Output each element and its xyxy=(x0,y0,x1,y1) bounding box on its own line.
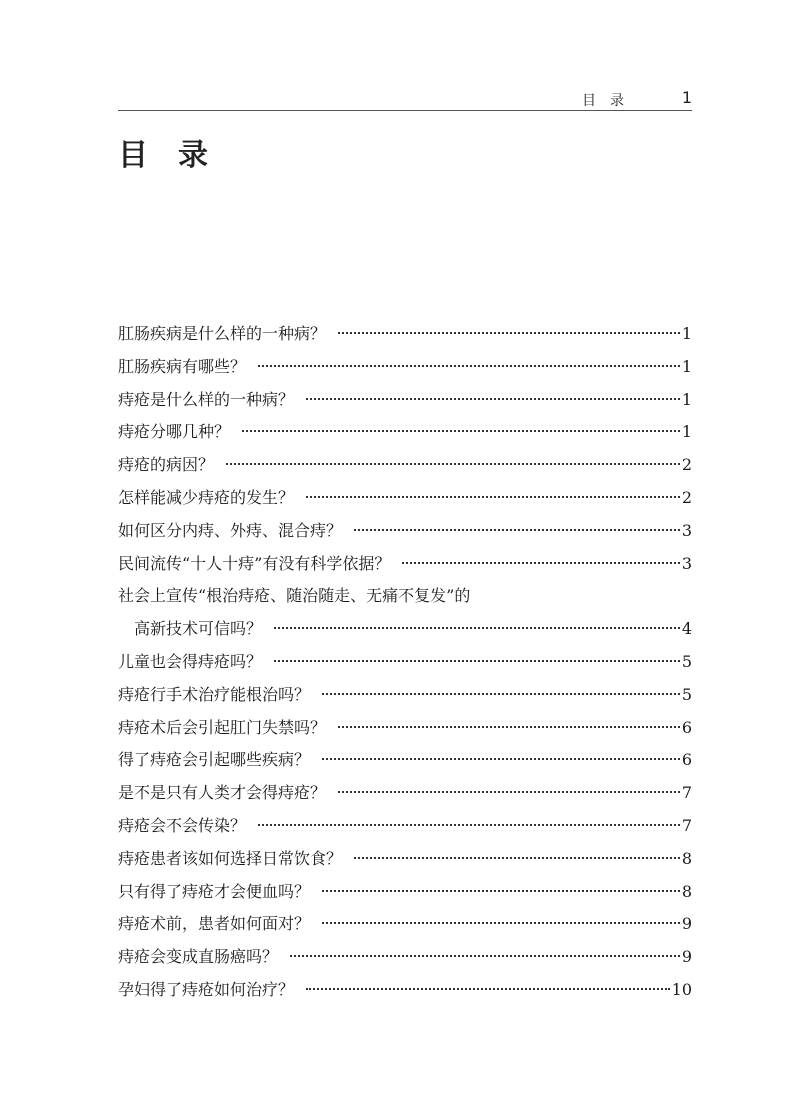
toc-entry[interactable] xyxy=(118,548,692,581)
toc-entry-page: 10 xyxy=(671,979,692,999)
toc-entry[interactable] xyxy=(118,908,692,941)
toc-entry-title: 民间流传“十人十痔”有没有科学依据？ xyxy=(118,553,391,573)
toc-entry-page: 8 xyxy=(681,881,692,901)
toc-entry[interactable] xyxy=(118,974,692,1007)
toc-entry-page: 7 xyxy=(681,815,692,835)
toc-entry-title: 只有得了痔疮才会便血吗？ xyxy=(118,881,311,901)
table-of-contents xyxy=(118,318,692,1007)
toc-leader-dots xyxy=(274,627,680,629)
toc-entry[interactable] xyxy=(118,679,692,712)
toc-entry-page: 3 xyxy=(681,520,692,540)
running-header xyxy=(118,88,692,111)
toc-entry-title: 痔疮会变成直肠癌吗？ xyxy=(118,947,279,967)
toc-entry[interactable] xyxy=(118,449,692,482)
toc-entry-title: 儿童也会得痔疮吗？ xyxy=(118,651,263,671)
toc-entry-page: 4 xyxy=(681,619,692,639)
toc-entry[interactable] xyxy=(118,744,692,777)
running-header-page-number: 1 xyxy=(681,88,692,107)
toc-entry-title: 痔疮患者该如何选择日常饮食？ xyxy=(118,848,343,868)
toc-entry-title: 肛肠疾病是什么样的一种病？ xyxy=(118,324,327,343)
page-title: 目录 xyxy=(118,138,238,173)
toc-entry[interactable] xyxy=(118,843,692,876)
toc-leader-dots xyxy=(274,660,680,662)
toc-entry[interactable] xyxy=(118,351,692,384)
toc-leader-dots xyxy=(226,463,680,465)
toc-entry[interactable] xyxy=(118,318,692,351)
toc-entry-title: 痔疮行手术治疗能根治吗？ xyxy=(118,684,311,704)
toc-entry-title: 痔疮的病因？ xyxy=(118,455,215,475)
toc-leader-dots xyxy=(306,988,670,990)
toc-entry-page: 7 xyxy=(681,783,692,803)
toc-leader-dots xyxy=(258,824,680,826)
toc-entry-page: 9 xyxy=(681,914,692,934)
toc-entry[interactable] xyxy=(118,613,692,646)
toc-leader-dots xyxy=(258,365,680,367)
toc-leader-dots xyxy=(306,398,680,400)
toc-leader-dots xyxy=(402,562,679,564)
toc-entry[interactable] xyxy=(118,777,692,810)
toc-entry-page: 3 xyxy=(681,553,692,573)
toc-entry-title: 高新技术可信吗？ xyxy=(134,619,263,639)
toc-entry-title: 痔疮分哪几种？ xyxy=(118,422,231,442)
toc-leader-dots xyxy=(354,857,680,859)
toc-leader-dots xyxy=(338,726,680,728)
toc-entry-title: 是不是只有人类才会得痔疮？ xyxy=(118,783,327,803)
toc-entry-title: 痔疮是什么样的一种病？ xyxy=(118,389,295,409)
toc-entry-title: 痔疮术后会引起肛门失禁吗？ xyxy=(118,717,327,737)
toc-leader-dots xyxy=(242,430,680,432)
toc-entry-page: 1 xyxy=(681,389,692,409)
toc-entry-page: 2 xyxy=(681,455,692,475)
toc-leader-dots xyxy=(322,922,680,924)
toc-entry-title: 痔疮术前，患者如何面对？ xyxy=(118,914,311,934)
toc-entry[interactable] xyxy=(118,515,692,548)
toc-entry-title: 痔疮会不会传染？ xyxy=(118,815,247,835)
toc-entry[interactable] xyxy=(118,810,692,843)
toc-leader-dots xyxy=(338,791,680,793)
toc-leader-dots xyxy=(306,496,680,498)
toc-entry[interactable] xyxy=(118,384,692,417)
toc-leader-dots xyxy=(322,890,680,892)
toc-entry[interactable] xyxy=(118,580,692,613)
toc-entry[interactable] xyxy=(118,712,692,745)
toc-leader-dots xyxy=(338,332,680,334)
toc-entry-page: 1 xyxy=(681,422,692,442)
toc-leader-dots xyxy=(322,693,680,695)
toc-leader-dots xyxy=(290,955,680,957)
toc-entry[interactable] xyxy=(118,646,692,679)
toc-entry-page: 8 xyxy=(681,848,692,868)
toc-entry-title: 社会上宣传“根治痔疮、随治随走、无痛不复发”的 xyxy=(118,586,471,606)
toc-entry-page: 5 xyxy=(681,684,692,704)
toc-entry-title: 如何区分内痔、外痔、混合痔？ xyxy=(118,520,343,540)
toc-entry-page: 9 xyxy=(681,947,692,967)
toc-entry-title: 怎样能减少痔疮的发生？ xyxy=(118,487,295,507)
toc-entry-page: 5 xyxy=(681,651,692,671)
toc-entry[interactable] xyxy=(118,416,692,449)
toc-entry-page: 2 xyxy=(681,487,692,507)
toc-entry[interactable] xyxy=(118,876,692,909)
toc-leader-dots xyxy=(322,758,680,760)
toc-entry-title: 得了痔疮会引起哪些疾病？ xyxy=(118,750,311,770)
toc-entry-title: 孕妇得了痔疮如何治疗？ xyxy=(118,979,295,999)
toc-entry-page: 6 xyxy=(681,717,692,737)
toc-entry-page: 1 xyxy=(681,324,692,343)
running-header-section: 目录 xyxy=(582,93,638,109)
toc-leader-dots xyxy=(354,529,680,531)
toc-entry[interactable] xyxy=(118,941,692,974)
toc-entry-page: 6 xyxy=(681,750,692,770)
toc-entry-title: 肛肠疾病有哪些？ xyxy=(118,356,247,376)
toc-entry-page: 1 xyxy=(681,356,692,376)
toc-entry[interactable] xyxy=(118,482,692,515)
